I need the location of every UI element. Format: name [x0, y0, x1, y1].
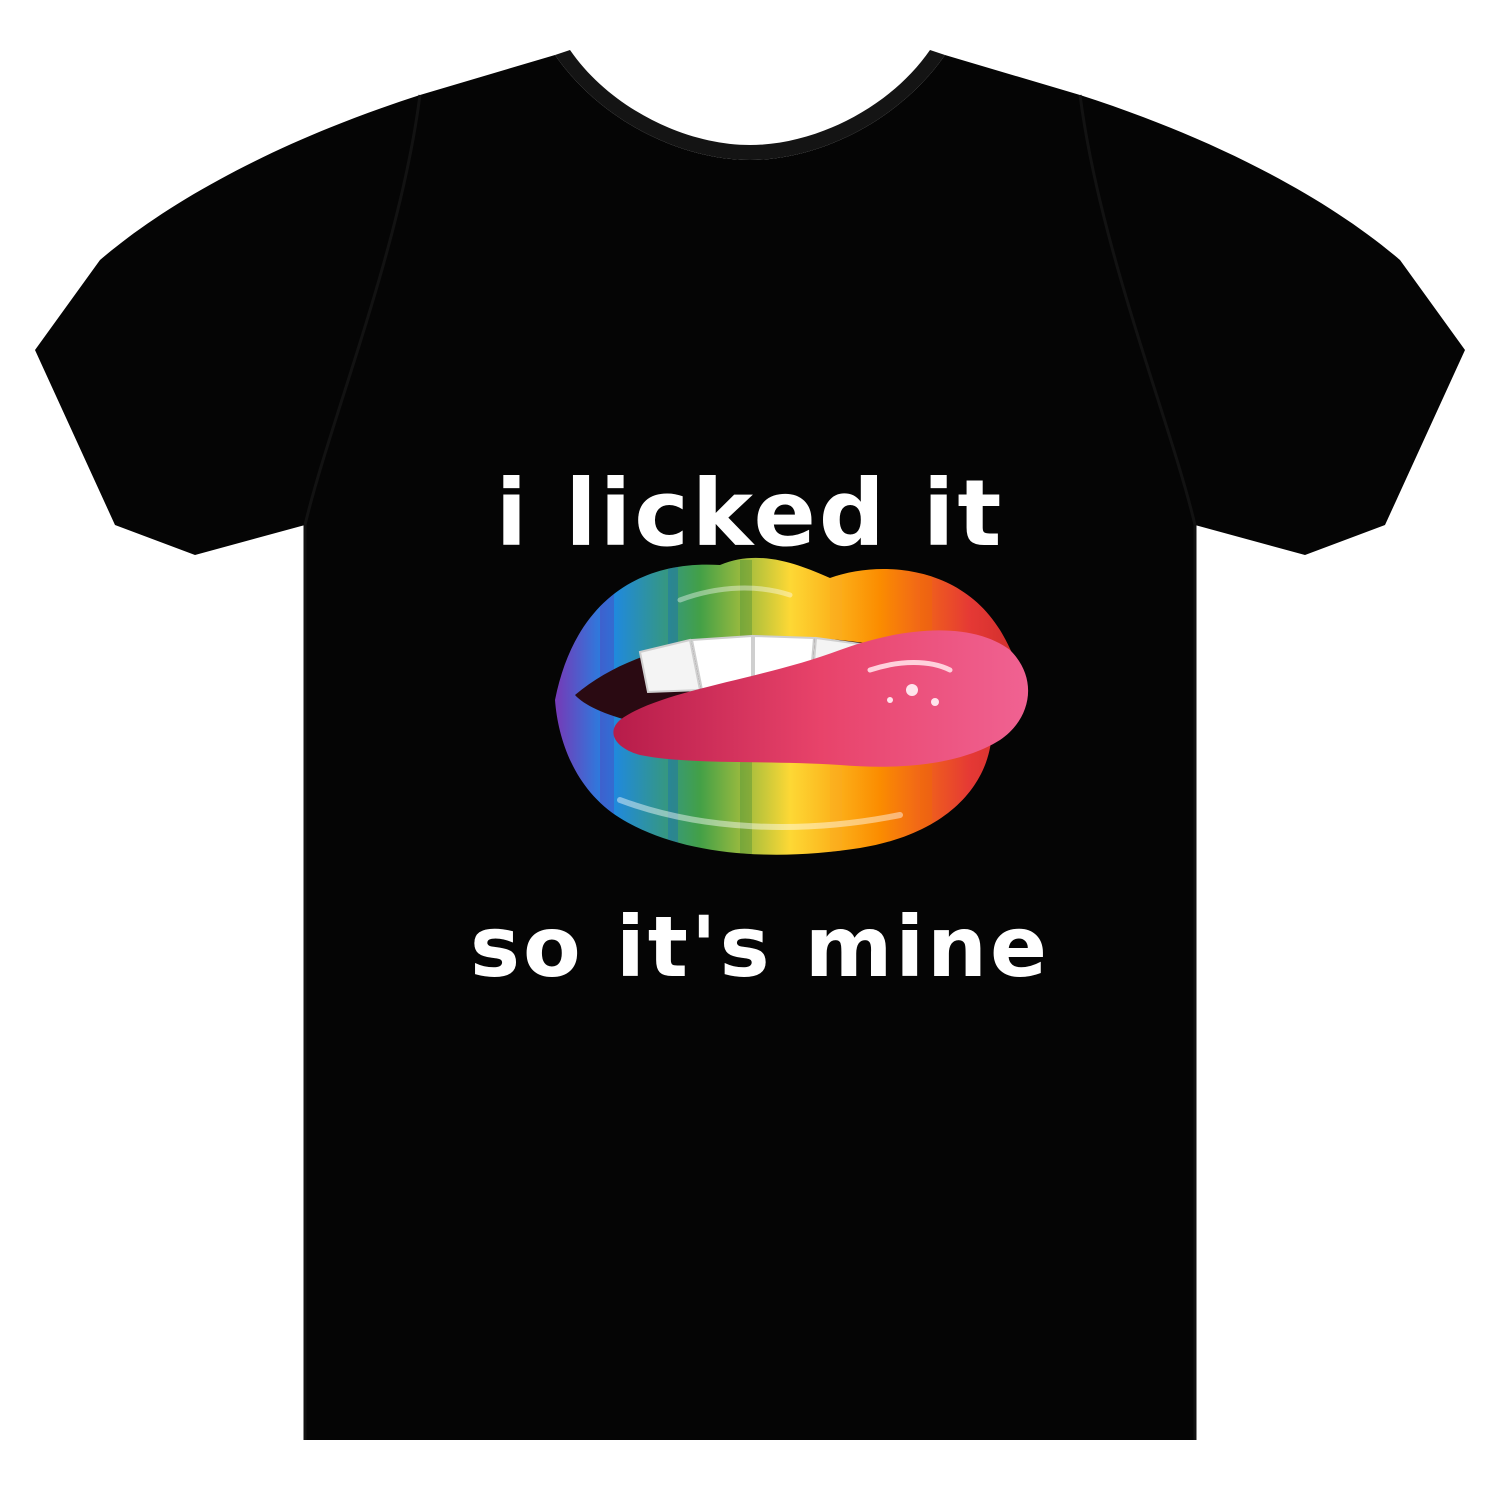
slogan-line-1: i licked it — [495, 460, 1005, 567]
slogan-line-2: so it's mine — [470, 898, 1050, 996]
